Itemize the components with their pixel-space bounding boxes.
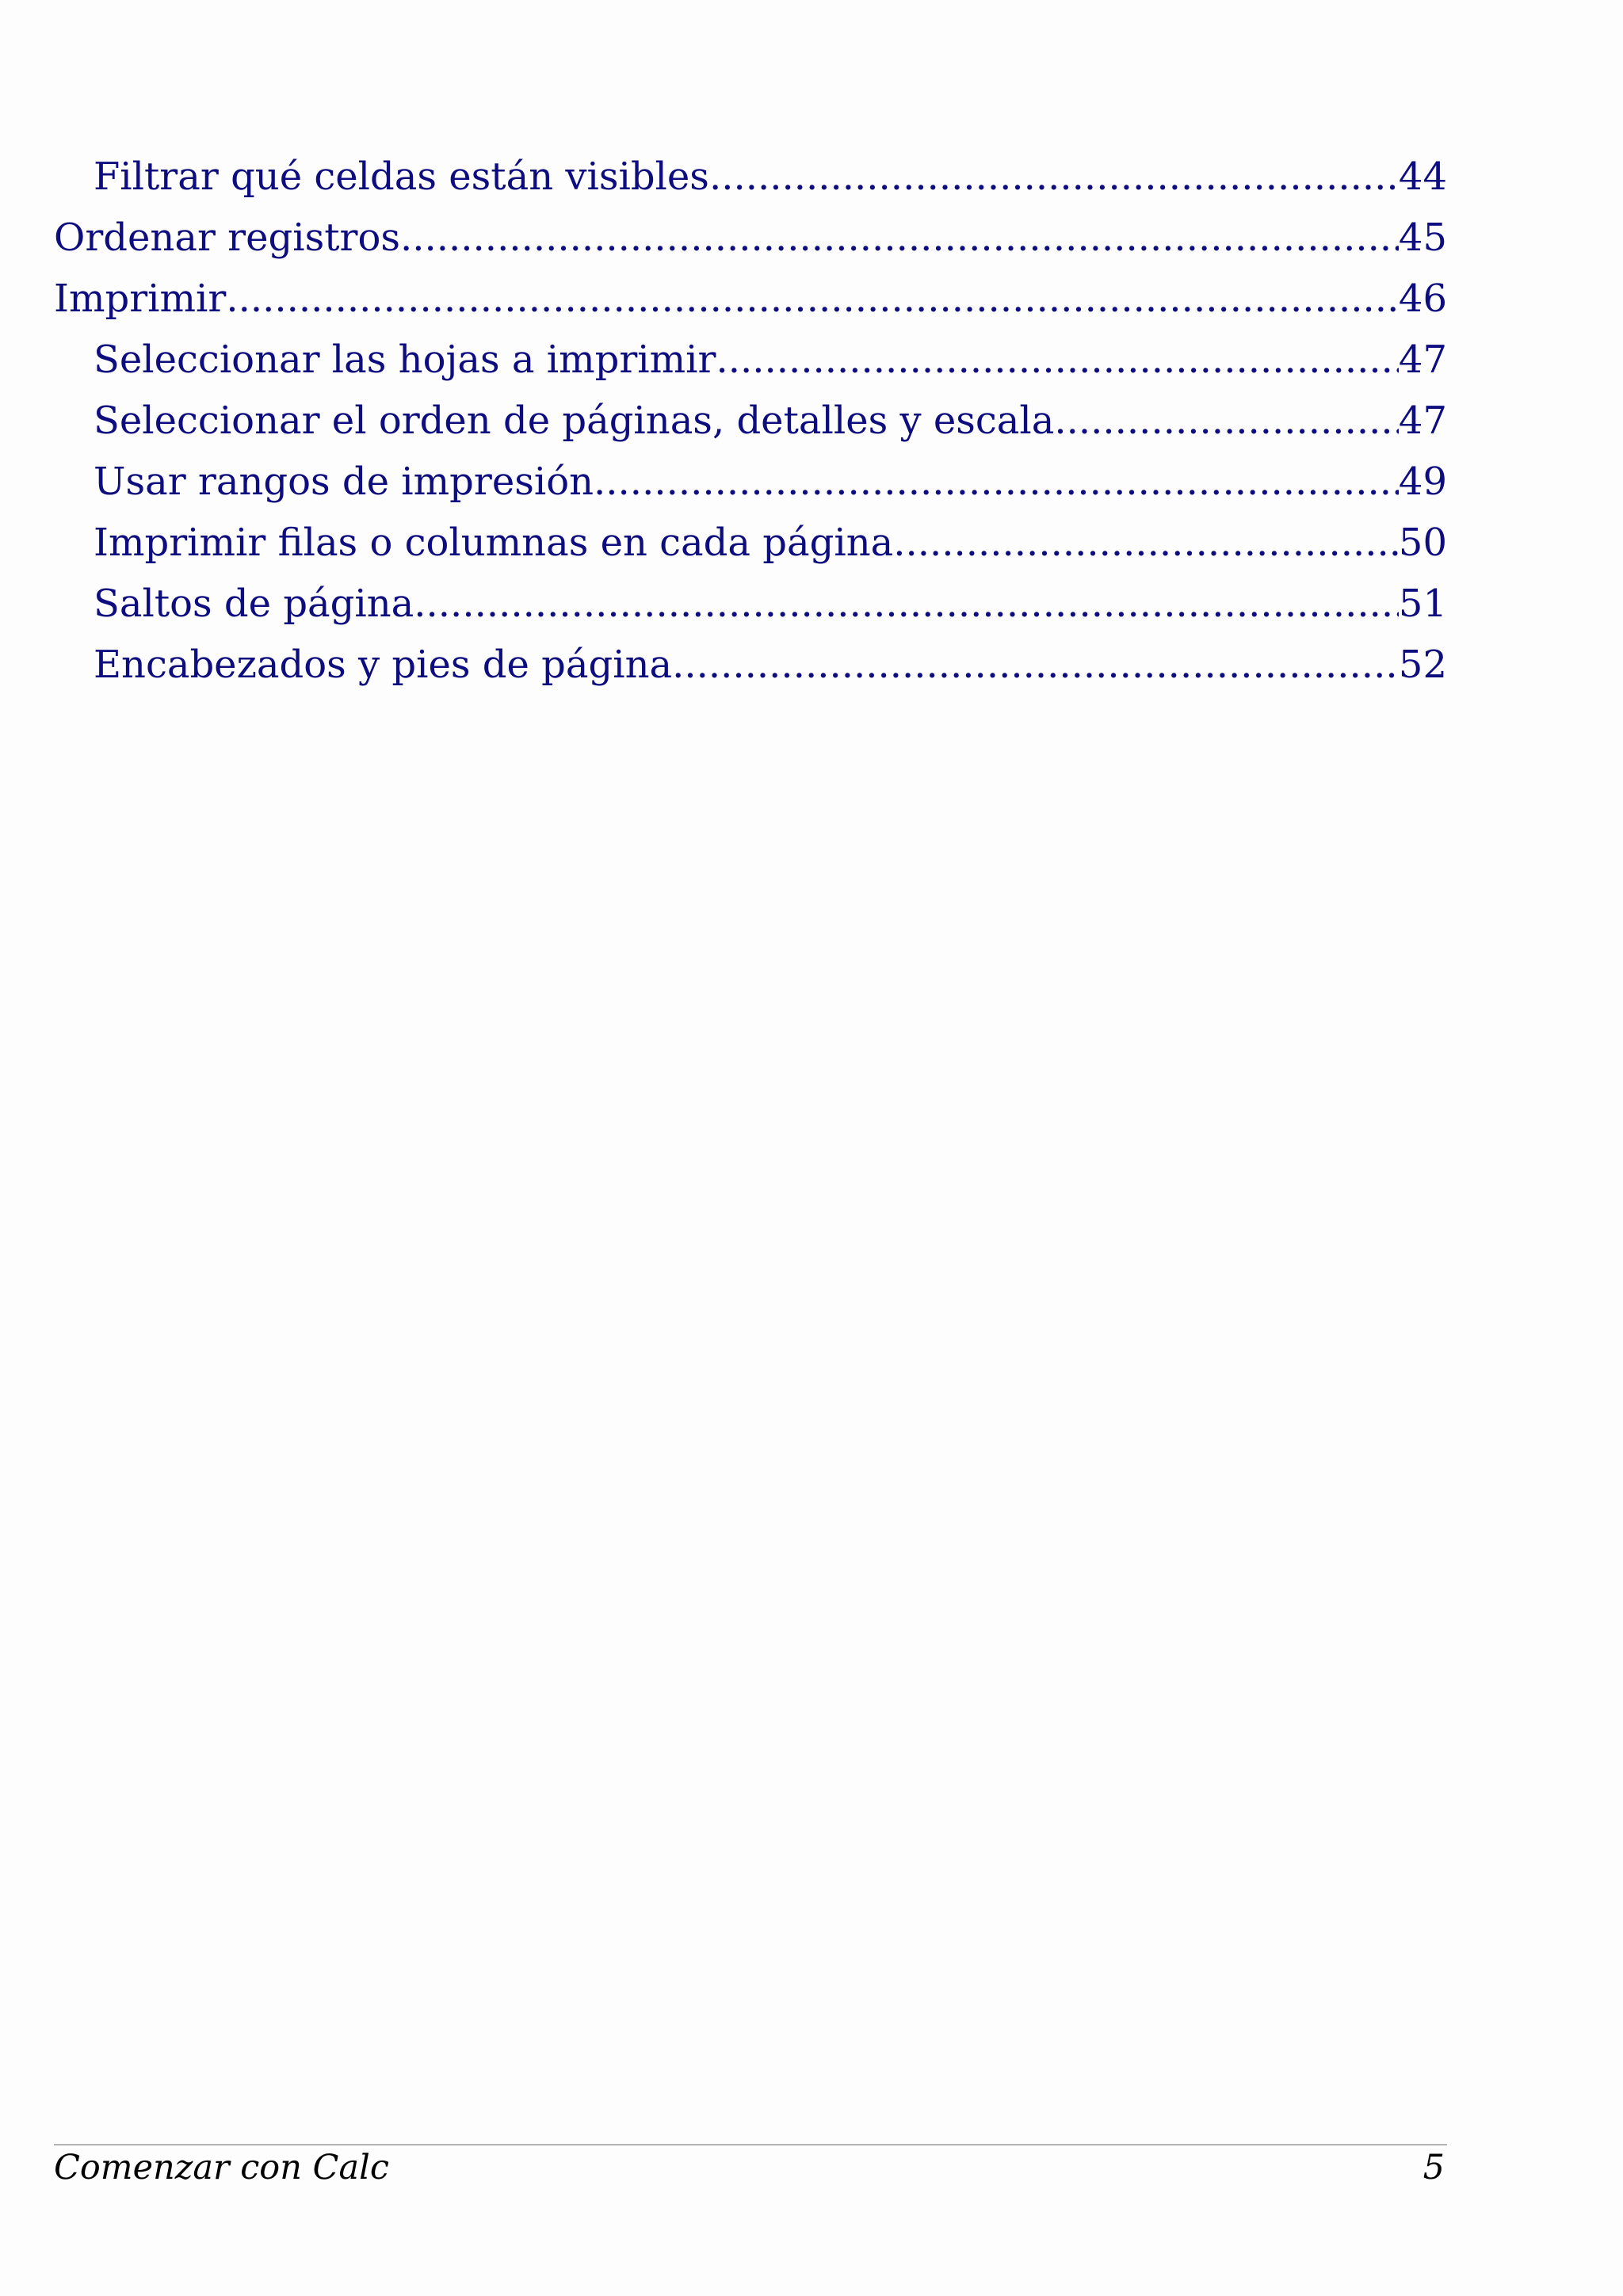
toc-entry-title: Seleccionar las hojas a imprimir (94, 338, 716, 382)
toc-entry-page: 45 (1398, 215, 1447, 260)
toc-entry-page: 49 (1398, 460, 1447, 504)
toc-entry-imprimir[interactable] (54, 269, 1447, 330)
toc-entry-seleccionar-orden[interactable] (54, 391, 1447, 452)
dot-leader (226, 269, 1399, 330)
toc-entry-page: 50 (1398, 521, 1447, 565)
toc-entry-title: Seleccionar el orden de páginas, detalles y escala (94, 399, 1055, 443)
table-of-contents (54, 147, 1447, 696)
toc-entry-saltos-pagina[interactable] (54, 574, 1447, 635)
toc-entry-page: 52 (1398, 643, 1447, 687)
page-footer (54, 2145, 1447, 2190)
toc-entry-encabezados-pies[interactable] (54, 635, 1447, 696)
toc-entry-page: 47 (1398, 338, 1447, 382)
toc-entry-rangos-impresion[interactable] (54, 452, 1447, 513)
dot-leader (672, 635, 1399, 696)
dot-leader (414, 574, 1399, 635)
footer-page-number: 5 (1423, 2148, 1445, 2187)
dot-leader (716, 330, 1398, 391)
dot-leader (594, 452, 1399, 513)
dot-leader (400, 208, 1399, 269)
toc-entry-title: Usar rangos de impresión (94, 460, 594, 504)
toc-entry-page: 51 (1398, 582, 1447, 626)
toc-entry-ordenar-registros[interactable] (54, 208, 1447, 269)
toc-entry-filtrar-celdas[interactable] (54, 147, 1447, 208)
toc-entry-page: 44 (1398, 154, 1447, 199)
dot-leader (893, 513, 1399, 574)
toc-entry-title: Imprimir filas o columnas en cada página (94, 521, 894, 565)
dot-leader (1054, 391, 1399, 452)
toc-entry-title: Imprimir (54, 277, 227, 321)
footer-document-title: Comenzar con Calc (54, 2148, 389, 2187)
toc-entry-page: 47 (1398, 399, 1447, 443)
toc-entry-title: Saltos de página (94, 582, 414, 626)
dot-leader (709, 147, 1399, 208)
toc-entry-filas-columnas[interactable] (54, 513, 1447, 574)
toc-entry-title: Encabezados y pies de página (94, 643, 673, 687)
toc-entry-title: Filtrar qué celdas están visibles (94, 154, 709, 199)
toc-entry-title: Ordenar registros (54, 215, 400, 260)
toc-entry-page: 46 (1398, 277, 1447, 321)
toc-entry-seleccionar-hojas[interactable] (54, 330, 1447, 391)
